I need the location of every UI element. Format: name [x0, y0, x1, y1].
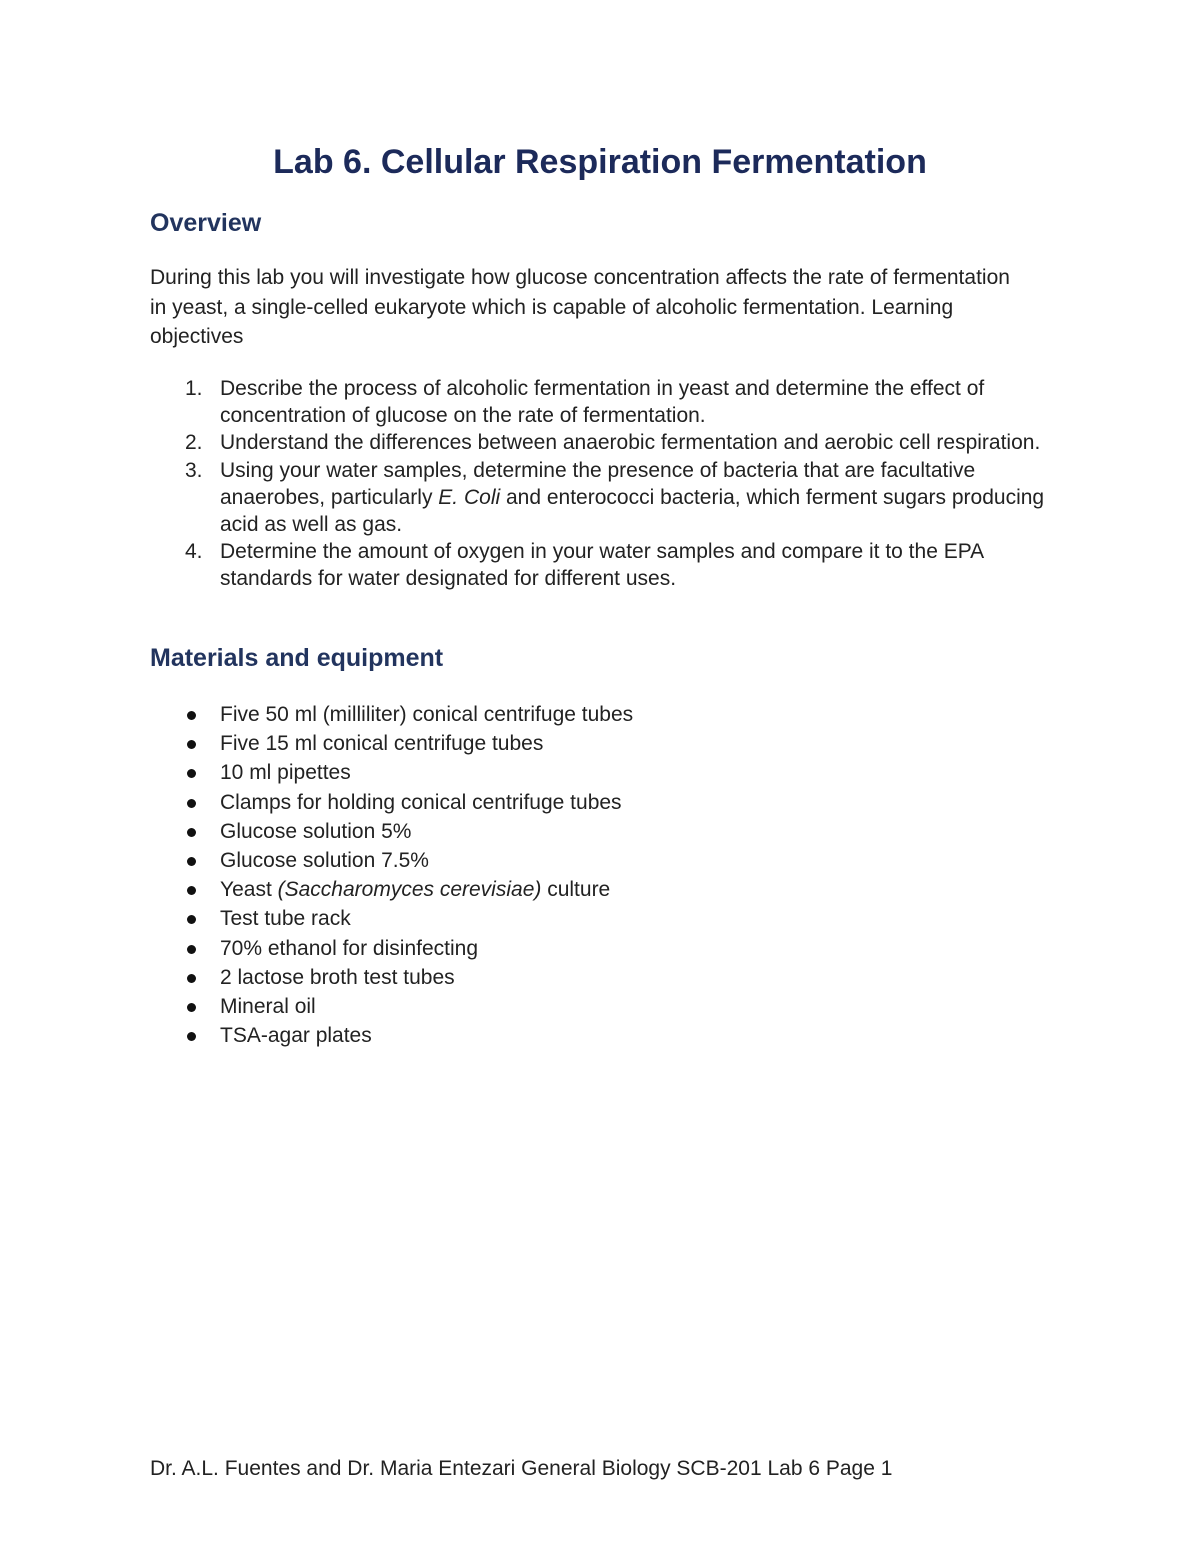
objective-number: 4.	[185, 540, 203, 564]
objective-item	[150, 429, 1070, 456]
page-title: Lab 6. Cellular Respiration Fermentation	[273, 143, 927, 181]
material-text: 10 ml pipettes	[220, 761, 351, 785]
bullet-icon	[187, 1032, 196, 1041]
material-text: 70% ethanol for disinfecting	[220, 936, 478, 960]
objective-text: Understand the differences between anaerobic fermentation and aerobic cell respiration.	[220, 431, 1041, 455]
material-text: Five 50 ml (milliliter) conical centrifuge tubes	[220, 703, 634, 726]
bullet-icon	[187, 799, 196, 808]
materials-list-item	[150, 963, 1030, 992]
material-text-before: Yeast	[220, 878, 278, 902]
materials-list	[150, 700, 1030, 1050]
objective-text: Determine the amount of oxygen in your water samples and compare it to the EPA standards for water designated for different uses.	[220, 540, 984, 591]
materials-list-item	[150, 788, 1030, 817]
material-text-italic: (Saccharomyces cerevisiae)	[277, 878, 542, 902]
materials-list-item	[150, 846, 1030, 875]
materials-list-item	[150, 700, 1030, 729]
materials-list-item	[150, 904, 1030, 933]
objective-number: 2.	[185, 431, 203, 455]
bullet-icon	[187, 945, 196, 954]
material-text-after: culture	[541, 878, 611, 902]
material-text: Glucose solution 7.5%	[220, 849, 429, 873]
bullet-icon	[187, 828, 196, 837]
objective-text: Describe the process of alcoholic fermentation in yeast and determine the effect of concentration of glucose on the rate of fermentation.	[220, 377, 985, 428]
objective-item	[150, 457, 1070, 539]
materials-list-item	[150, 875, 1030, 904]
bullet-icon	[187, 915, 196, 924]
bullet-icon	[187, 711, 196, 720]
bullet-icon	[187, 769, 196, 778]
materials-list-item	[150, 758, 1030, 787]
overview-heading: Overview	[150, 209, 262, 237]
materials-list-item	[150, 1021, 1030, 1050]
bullet-icon	[187, 740, 196, 749]
material-text: Clamps for holding conical centrifuge tubes	[220, 790, 622, 814]
bullet-icon	[187, 974, 196, 983]
materials-list-item	[150, 934, 1030, 963]
material-text: Mineral oil	[220, 995, 316, 1019]
page-footer: Dr. A.L. Fuentes and Dr. Maria Entezari General Biology SCB-201 Lab 6 Page 1	[150, 1457, 893, 1480]
objective-item	[150, 538, 1070, 592]
overview-paragraph: During this lab you will investigate how glucose concentration affects the rate of fermentation in yeast, a single-celled eukaryote which is capable of alcoholic fermentation. Learning objectives	[150, 266, 1010, 348]
learning-objectives-list	[150, 375, 1070, 593]
materials-heading: Materials and equipment	[150, 644, 444, 672]
bullet-icon	[187, 1003, 196, 1012]
objective-item	[150, 375, 1070, 429]
bullet-icon	[187, 857, 196, 866]
material-text: Glucose solution 5%	[220, 819, 412, 843]
bullet-icon	[187, 886, 196, 895]
materials-list-item	[150, 817, 1030, 846]
objective-text-italic: E. Coli	[438, 485, 501, 509]
objective-text-before: Using your water samples, determine the presence of bacteria that are facultative anaerobes, particularly	[220, 458, 976, 509]
objective-number: 3.	[185, 458, 203, 482]
material-text: TSA-agar plates	[220, 1024, 372, 1048]
objective-number: 1.	[185, 377, 203, 400]
materials-list-item	[150, 992, 1030, 1021]
material-text: Test tube rack	[220, 907, 351, 931]
materials-list-item	[150, 729, 1030, 758]
material-text: 2 lactose broth test tubes	[220, 965, 455, 989]
objective-text-after: and enterococci bacteria, which ferment sugars producing acid as well as gas.	[220, 485, 1045, 537]
material-text: Five 15 ml conical centrifuge tubes	[220, 732, 544, 756]
